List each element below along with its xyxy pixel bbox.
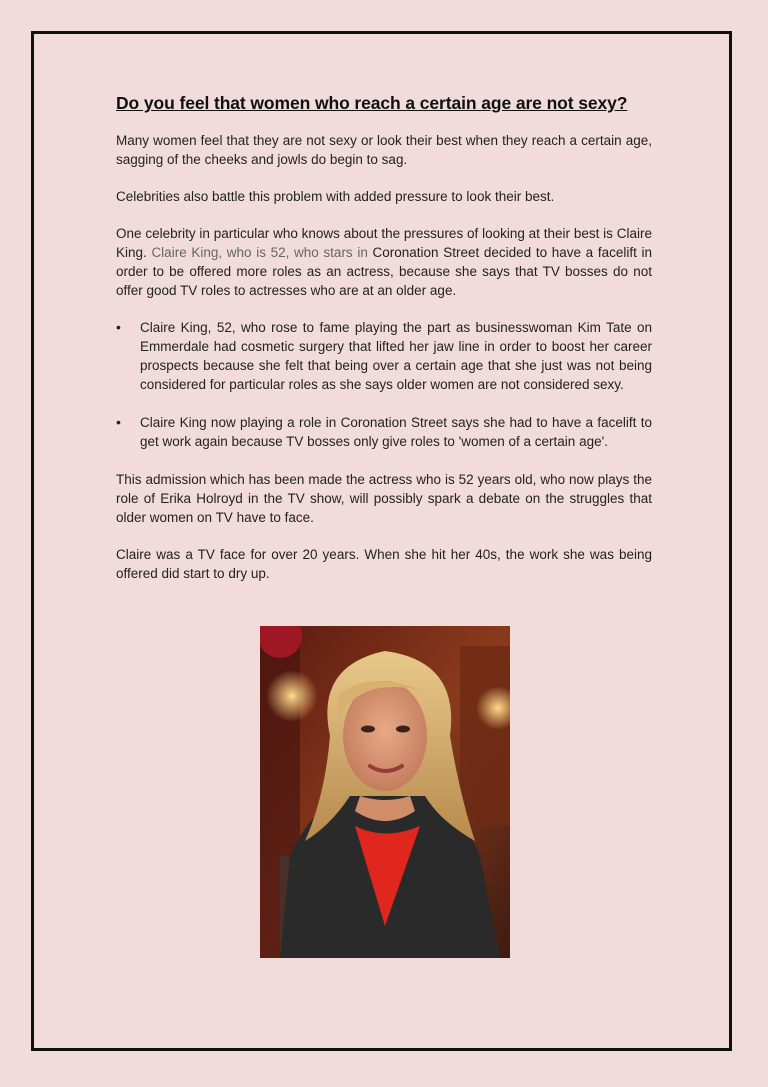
paragraph-celebrities: Celebrities also battle this problem with added pressure to look their best. [116,189,555,204]
document-body [116,94,652,601]
bullet-item: • Claire King, 52, who rose to fame playing the part as businesswoman Kim Tate on Emmerdale had cosmetic surgery that lifted her jaw line in order to boost her career prospects because she felt that being over a certain age that she just was not being considered for particular roles as she says older women are not considered sexy. [116,318,652,394]
portrait-photo [260,626,510,958]
paragraph-claire-king [116,224,652,300]
paragraph-text: Coronation Street decided to have a facelift in order to be offered more roles as an actress, because she says that TV bosses do not offer good TV roles to actresses who are at an older age. [116,245,653,298]
bullet-item: • Claire King now playing a role in Coronation Street says she had to have a facelift to get work again because TV bosses only give roles to 'women of a certain age'. [116,413,652,451]
bullet-list [116,318,652,451]
document-title: Do you feel that women who reach a certain age are not sexy? [116,93,628,113]
paragraph-quote-text: Claire King, who is 52, who stars in [151,245,373,260]
paragraph-admission: This admission which has been made the actress who is 52 years old, who now plays the role of Erika Holroyd in the TV show, will possibly spark a debate on the struggles that older women on TV have to face. [116,472,652,525]
paragraph-text: One celebrity in particular who knows about the pressures of looking at their best is Claire King. [116,226,652,260]
paragraph-intro: Many women feel that they are not sexy or look their best when they reach a certain age, sagging of the cheeks and jowls do begin to sag. [116,133,652,167]
paragraph-career: Claire was a TV face for over 20 years. When she hit her 40s, the work she was being offered did start to dry up. [116,547,652,581]
